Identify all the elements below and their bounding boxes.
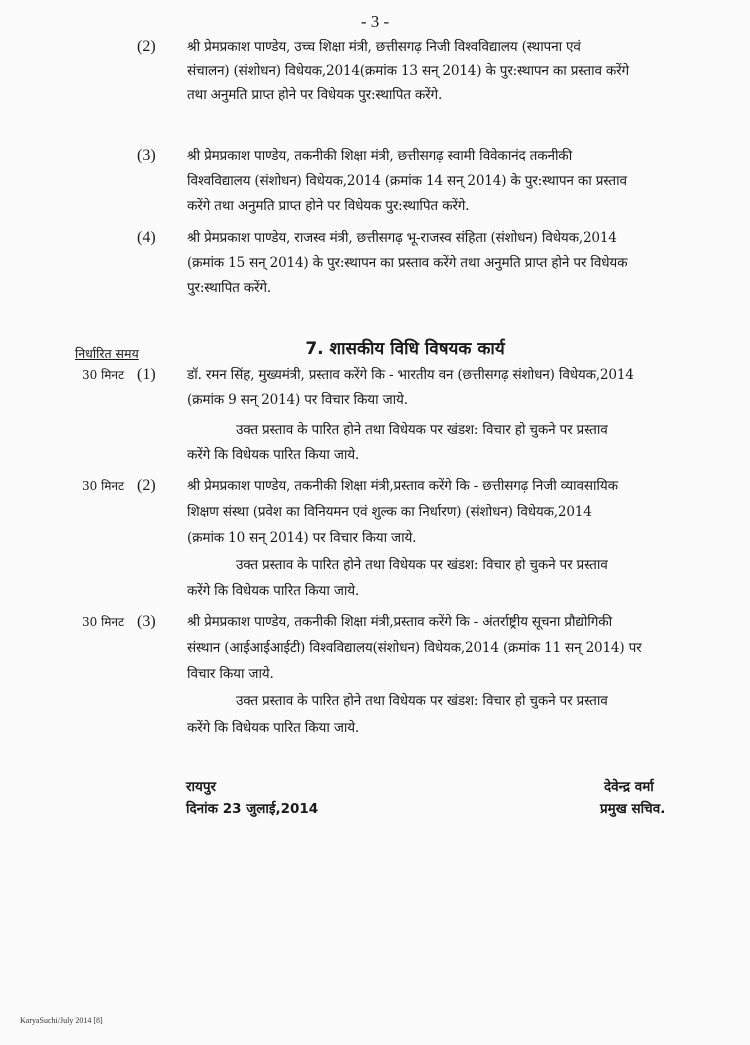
signatory-name: देवेन्द्र वर्मा <box>604 779 654 795</box>
item-text-line: पुर:स्थापित करेंगे. <box>187 280 271 296</box>
followup-text-line: करेंगे कि विधेयक पारित किया जाये. <box>187 447 360 463</box>
item-text-line: श्री प्रेमप्रकाश पाण्डेय, तकनीकी शिक्षा मंत्री,प्रस्ताव करेंगे कि - अंतर्राष्ट्रीय सूचना प्रौद्योगिकी <box>187 614 612 630</box>
item-text-line: श्री प्रेमप्रकाश पाण्डेय, राजस्व मंत्री, छत्तीसगढ़ भू-राजस्व संहिता (संशोधन) विधेयक,2014 <box>187 230 617 246</box>
item-text-line: श्री प्रेमप्रकाश पाण्डेय, तकनीकी शिक्षा मंत्री,प्रस्ताव करेंगे कि - छत्तीसगढ़ निजी व्यावसायिक <box>187 478 618 494</box>
followup-text-line: करेंगे कि विधेयक पारित किया जाये. <box>187 720 360 736</box>
item-text-line: शिक्षण संस्था (प्रवेश का विनियमन एवं शुल्क का निर्धारण) (संशोधन) विधेयक,2014 <box>187 504 592 520</box>
item-number: (2) <box>137 477 156 494</box>
followup-text-line: करेंगे कि विधेयक पारित किया जाये. <box>187 583 360 599</box>
item-text-line: (क्रमांक 9 सन् 2014) पर विचार किया जाये. <box>187 392 408 408</box>
time-allotted: 30 मिनट <box>82 479 125 493</box>
item-number: (2) <box>137 38 156 55</box>
followup-text-line: उक्त प्रस्ताव के पारित होने तथा विधेयक पर खंडश: विचार हो चुकने पर प्रस्ताव <box>236 557 608 573</box>
item-text-line: (क्रमांक 15 सन् 2014) के पुर:स्थापन का प्रस्ताव करेंगे तथा अनुमति प्राप्त होने पर विधेयक <box>187 255 628 271</box>
item-text-line: करेंगे तथा अनुमति प्राप्त होने पर विधेयक पुर:स्थापित करेंगे. <box>187 198 470 214</box>
item-text-line: श्री प्रेमप्रकाश पाण्डेय, उच्च शिक्षा मंत्री, छत्तीसगढ़ निजी विश्वविद्यालय (स्थापना एवं <box>187 39 581 55</box>
scheduled-time-label: निर्धारित समय <box>75 346 139 361</box>
item-text-line: संचालन) (संशोधन) विधेयक,2014(क्रमांक 13 सन् 2014) के पुर:स्थापन का प्रस्ताव करेंगे <box>187 63 629 79</box>
followup-text-line: उक्त प्रस्ताव के पारित होने तथा विधेयक पर खंडश: विचार हो चुकने पर प्रस्ताव <box>236 422 608 438</box>
item-number: (3) <box>137 613 156 630</box>
item-text-line: विचार किया जाये. <box>187 666 274 682</box>
item-text-line: (क्रमांक 10 सन् 2014) पर विचार किया जाये. <box>187 530 417 546</box>
item-text-line: संस्थान (आईआईआईटी) विश्वविद्यालय(संशोधन) विधेयक,2014 (क्रमांक 11 सन् 2014) पर <box>187 640 642 656</box>
item-number: (4) <box>137 229 156 246</box>
section-heading: 7. शासकीय विधि विषयक कार्य <box>305 339 505 359</box>
item-text-line: विश्वविद्यालय (संशोधन) विधेयक,2014 (क्रमांक 14 सन् 2014) के पुर:स्थापन का प्रस्ताव <box>187 173 627 189</box>
place: रायपुर <box>186 779 217 795</box>
item-number: (3) <box>137 147 156 164</box>
time-allotted: 30 मिनट <box>82 368 125 382</box>
signatory-designation: प्रमुख सचिव. <box>600 801 666 817</box>
item-text-line: श्री प्रेमप्रकाश पाण्डेय, तकनीकी शिक्षा मंत्री, छत्तीसगढ़ स्वामी विवेकानंद तकनीकी <box>187 148 573 164</box>
time-allotted: 30 मिनट <box>82 615 125 629</box>
footer-reference: KaryaSuchi/July 2014 [8] <box>20 1016 103 1025</box>
item-text-line: तथा अनुमति प्राप्त होने पर विधेयक पुर:स्थापित करेंगे. <box>187 87 443 103</box>
followup-text-line: उक्त प्रस्ताव के पारित होने तथा विधेयक पर खंडश: विचार हो चुकने पर प्रस्ताव <box>236 693 608 709</box>
item-text-line: डॉ. रमन सिंह, मुख्यमंत्री, प्रस्ताव करेंगे कि - भारतीय वन (छत्तीसगढ़ संशोधन) विधेयक,2014 <box>187 367 634 383</box>
page-number: - 3 - <box>360 12 390 31</box>
item-number: (1) <box>137 366 156 383</box>
date: दिनांक 23 जुलाई,2014 <box>186 801 319 817</box>
